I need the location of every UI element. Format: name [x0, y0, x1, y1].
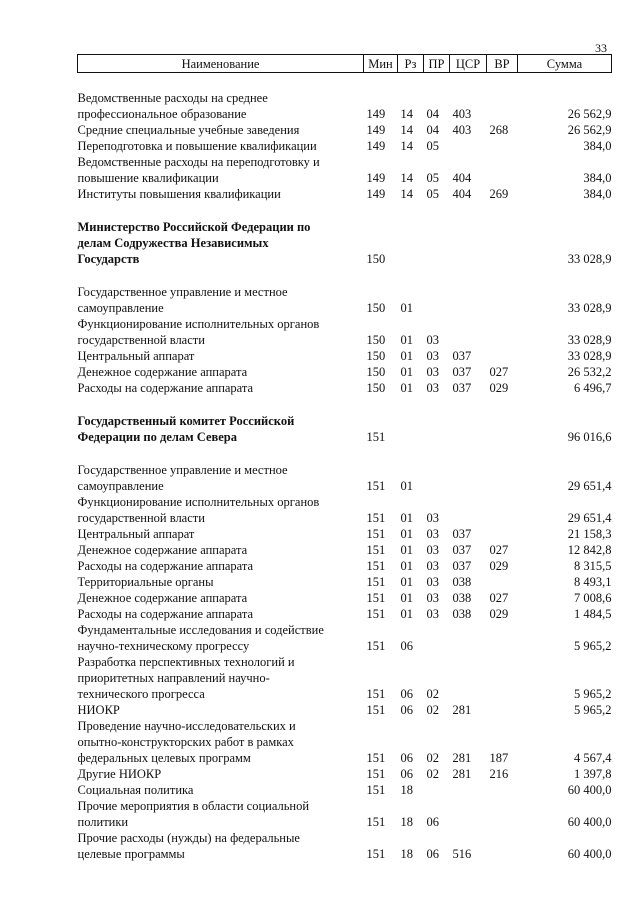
table-row — [78, 702, 612, 718]
row-pr: 02 — [426, 767, 439, 781]
row-vr: 269 — [489, 187, 509, 201]
row-sum: 29 651,4 — [567, 479, 612, 493]
row-rz: 14 — [400, 123, 413, 137]
row-sum: 384,0 — [583, 139, 612, 153]
spacer-cell — [78, 202, 612, 219]
row-name: Ведомственные расходы на среднее профессиональное образование — [77, 91, 268, 121]
row-sum: 12 842,8 — [567, 543, 612, 557]
row-rz: 01 — [400, 301, 413, 315]
table-row — [78, 364, 612, 380]
header-rz: Рз — [398, 55, 424, 73]
budget-table-container — [77, 54, 611, 862]
row-name: Территориальные органы — [77, 575, 214, 589]
row-vr: 187 — [489, 751, 509, 765]
table-row — [78, 622, 612, 654]
header-vr: ВР — [487, 55, 518, 73]
row-sum: 26 562,9 — [567, 123, 612, 137]
row-rz: 06 — [400, 687, 413, 701]
row-min: 149 — [366, 171, 386, 185]
row-vr — [487, 830, 518, 862]
row-min: 149 — [366, 139, 386, 153]
row-csr — [450, 494, 487, 526]
row-min: 149 — [366, 123, 386, 137]
row-name: Министерство Российской Федерации по делам Содружества Независимых Государств — [77, 220, 311, 266]
row-name: Социальная политика — [77, 783, 194, 797]
row-vr: 029 — [489, 381, 509, 395]
row-name: Прочие мероприятия в области социальной политики — [77, 799, 310, 829]
row-csr: 403 — [452, 123, 472, 137]
table-row — [78, 413, 612, 445]
row-csr — [450, 413, 487, 445]
row-csr — [450, 284, 487, 316]
row-min: 149 — [366, 187, 386, 201]
row-pr: 03 — [426, 349, 439, 363]
row-name: Институты повышения квалификации — [77, 187, 281, 201]
row-csr: 404 — [452, 171, 472, 185]
row-min: 151 — [366, 543, 386, 557]
row-vr: 027 — [489, 543, 509, 557]
table-row — [78, 138, 612, 154]
table-row — [78, 494, 612, 526]
row-sum: 5 965,2 — [574, 639, 612, 653]
row-csr — [450, 138, 487, 154]
row-rz: 01 — [400, 349, 413, 363]
row-csr: 037 — [452, 349, 472, 363]
spacer-row — [78, 202, 612, 219]
row-csr: 038 — [452, 607, 472, 621]
row-name: Денежное содержание аппарата — [77, 543, 248, 557]
row-min: 150 — [366, 252, 386, 266]
row-min: 151 — [366, 703, 386, 717]
row-vr: 029 — [489, 607, 509, 621]
row-vr — [487, 90, 518, 122]
row-pr: 06 — [426, 847, 439, 861]
row-pr: 05 — [426, 171, 439, 185]
spacer-row — [78, 73, 612, 91]
row-rz: 01 — [400, 381, 413, 395]
row-pr — [424, 782, 450, 798]
row-min: 151 — [366, 783, 386, 797]
row-name: Государственное управление и местное самоуправление — [77, 463, 288, 493]
row-pr: 03 — [426, 543, 439, 557]
table-row — [78, 654, 612, 702]
spacer-cell — [78, 445, 612, 462]
row-name: Государственный комитет Российской Федерации по делам Севера — [77, 414, 295, 444]
row-min: 151 — [366, 559, 386, 573]
row-csr: 038 — [452, 575, 472, 589]
row-vr — [487, 494, 518, 526]
row-min: 151 — [366, 607, 386, 621]
row-sum: 33 028,9 — [567, 333, 612, 347]
row-vr — [487, 622, 518, 654]
row-vr — [487, 462, 518, 494]
row-name: Ведомственные расходы на переподготовку и повышение квалификации — [77, 155, 320, 185]
row-csr: 037 — [452, 543, 472, 557]
row-rz: 01 — [400, 511, 413, 525]
row-sum: 60 400,0 — [567, 783, 612, 797]
table-row — [78, 316, 612, 348]
row-rz: 01 — [400, 543, 413, 557]
row-name: Денежное содержание аппарата — [77, 591, 248, 605]
row-name: Средние специальные учебные заведения — [77, 123, 300, 137]
row-rz: 01 — [400, 591, 413, 605]
row-sum: 6 496,7 — [574, 381, 612, 395]
row-rz: 01 — [400, 559, 413, 573]
table-body — [78, 73, 612, 863]
row-csr: 516 — [452, 847, 472, 861]
row-csr — [450, 622, 487, 654]
row-vr — [487, 138, 518, 154]
header-min: Мин — [364, 55, 398, 73]
row-vr — [487, 316, 518, 348]
row-vr — [487, 654, 518, 702]
row-pr — [424, 413, 450, 445]
row-name: Центральный аппарат — [77, 527, 195, 541]
row-min: 151 — [366, 430, 386, 444]
row-min: 151 — [366, 639, 386, 653]
table-row — [78, 462, 612, 494]
row-vr — [487, 574, 518, 590]
row-name: Проведение научно-исследовательских и опытно-конструкторских работ в рамках федеральных целевых программ — [77, 719, 296, 765]
row-rz: 01 — [400, 333, 413, 347]
table-row — [78, 766, 612, 782]
table-row — [78, 186, 612, 202]
spacer-row — [78, 445, 612, 462]
row-min: 151 — [366, 527, 386, 541]
table-row — [78, 830, 612, 862]
table-row — [78, 558, 612, 574]
row-sum: 26 532,2 — [567, 365, 612, 379]
row-min: 151 — [366, 687, 386, 701]
row-rz: 06 — [400, 639, 413, 653]
row-rz: 18 — [400, 783, 413, 797]
table-row — [78, 90, 612, 122]
row-vr — [487, 798, 518, 830]
row-csr — [450, 782, 487, 798]
row-rz: 01 — [400, 479, 413, 493]
row-pr: 04 — [426, 123, 439, 137]
row-min: 151 — [366, 575, 386, 589]
row-min: 150 — [366, 349, 386, 363]
row-min: 150 — [366, 365, 386, 379]
row-vr: 268 — [489, 123, 509, 137]
table-row — [78, 718, 612, 766]
row-sum: 8 493,1 — [574, 575, 612, 589]
header-sum: Сумма — [518, 55, 612, 73]
row-pr — [424, 219, 450, 267]
row-rz: 06 — [400, 767, 413, 781]
row-rz: 06 — [400, 703, 413, 717]
row-pr: 03 — [426, 591, 439, 605]
row-rz: 18 — [400, 847, 413, 861]
spacer-row — [78, 396, 612, 413]
row-csr: 281 — [452, 751, 472, 765]
row-name: Расходы на содержание аппарата — [77, 381, 254, 395]
row-vr: 027 — [489, 365, 509, 379]
row-pr: 04 — [426, 107, 439, 121]
row-sum: 8 315,5 — [574, 559, 612, 573]
row-csr: 037 — [452, 381, 472, 395]
row-pr: 02 — [426, 703, 439, 717]
row-sum: 7 008,6 — [574, 591, 612, 605]
row-vr — [487, 413, 518, 445]
row-vr — [487, 154, 518, 186]
row-pr — [424, 622, 450, 654]
row-vr — [487, 782, 518, 798]
row-sum: 5 965,2 — [574, 687, 612, 701]
table-row — [78, 590, 612, 606]
row-pr: 03 — [426, 607, 439, 621]
row-vr — [487, 526, 518, 542]
row-min: 151 — [366, 591, 386, 605]
budget-table — [77, 54, 612, 862]
row-pr: 03 — [426, 511, 439, 525]
table-row — [78, 219, 612, 267]
row-sum: 33 028,9 — [567, 252, 612, 266]
row-vr: 216 — [489, 767, 509, 781]
row-sum: 60 400,0 — [567, 847, 612, 861]
row-min: 151 — [366, 511, 386, 525]
table-row — [78, 542, 612, 558]
row-sum: 1 397,8 — [574, 767, 612, 781]
row-min: 151 — [366, 751, 386, 765]
row-csr: 038 — [452, 591, 472, 605]
row-sum: 33 028,9 — [567, 301, 612, 315]
row-min: 150 — [366, 381, 386, 395]
page-number: 33 — [595, 41, 607, 55]
row-csr: 281 — [452, 703, 472, 717]
row-name: Прочие расходы (нужды) на федеральные целевые программы — [77, 831, 300, 861]
spacer-cell — [78, 396, 612, 413]
row-rz: 14 — [400, 171, 413, 185]
row-vr: 029 — [489, 559, 509, 573]
row-pr: 05 — [426, 139, 439, 153]
row-sum: 384,0 — [583, 171, 612, 185]
row-sum: 384,0 — [583, 187, 612, 201]
row-sum: 33 028,9 — [567, 349, 612, 363]
row-csr — [450, 219, 487, 267]
row-vr: 027 — [489, 591, 509, 605]
row-vr — [487, 219, 518, 267]
row-sum: 96 016,6 — [567, 430, 612, 444]
row-name: Разработка перспективных технологий и приоритетных направлений научно- технического прогресса — [77, 655, 295, 701]
row-pr: 02 — [426, 687, 439, 701]
header-name: Наименование — [78, 55, 364, 73]
row-min: 150 — [366, 333, 386, 347]
table-row — [78, 154, 612, 186]
row-pr — [424, 462, 450, 494]
row-name: Расходы на содержание аппарата — [77, 607, 254, 621]
row-name: Расходы на содержание аппарата — [77, 559, 254, 573]
row-rz: 06 — [400, 751, 413, 765]
row-rz: 01 — [400, 365, 413, 379]
row-name: Государственное управление и местное самоуправление — [77, 285, 288, 315]
row-csr — [450, 462, 487, 494]
header-csr: ЦСР — [450, 55, 487, 73]
table-row — [78, 284, 612, 316]
table-row — [78, 348, 612, 364]
row-pr: 02 — [426, 751, 439, 765]
table-row — [78, 380, 612, 396]
table-header — [78, 55, 612, 73]
row-vr — [487, 284, 518, 316]
row-pr: 03 — [426, 527, 439, 541]
row-csr: 037 — [452, 527, 472, 541]
row-name: Центральный аппарат — [77, 349, 195, 363]
row-name: НИОКР — [77, 703, 120, 717]
row-name: Фундаментальные исследования и содействие научно-техническому прогрессу — [77, 623, 324, 653]
row-rz: 01 — [400, 575, 413, 589]
row-pr: 03 — [426, 365, 439, 379]
table-row — [78, 798, 612, 830]
row-min: 150 — [366, 301, 386, 315]
table-row — [78, 574, 612, 590]
table-row — [78, 782, 612, 798]
row-name: Переподготовка и повышение квалификации — [77, 139, 317, 153]
row-sum: 26 562,9 — [567, 107, 612, 121]
row-min: 151 — [366, 815, 386, 829]
row-sum: 21 158,3 — [567, 527, 612, 541]
row-vr — [487, 702, 518, 718]
row-rz: 18 — [400, 815, 413, 829]
row-csr — [450, 316, 487, 348]
row-sum: 1 484,5 — [574, 607, 612, 621]
row-vr — [487, 348, 518, 364]
row-pr: 03 — [426, 575, 439, 589]
spacer-cell — [78, 73, 612, 91]
row-name: Функционирование исполнительных органов государственной власти — [77, 317, 320, 347]
row-name: Денежное содержание аппарата — [77, 365, 248, 379]
table-row — [78, 122, 612, 138]
header-pr: ПР — [424, 55, 450, 73]
row-csr: 404 — [452, 187, 472, 201]
row-rz — [398, 413, 424, 445]
row-rz: 14 — [400, 139, 413, 153]
row-csr: 281 — [452, 767, 472, 781]
row-pr: 06 — [426, 815, 439, 829]
row-pr: 03 — [426, 381, 439, 395]
row-csr: 037 — [452, 559, 472, 573]
row-pr — [424, 284, 450, 316]
header-row — [78, 55, 612, 73]
row-pr: 03 — [426, 559, 439, 573]
row-csr: 037 — [452, 365, 472, 379]
row-min: 151 — [366, 847, 386, 861]
spacer-cell — [78, 267, 612, 284]
row-pr: 05 — [426, 187, 439, 201]
row-rz: 14 — [400, 107, 413, 121]
row-rz — [398, 219, 424, 267]
row-sum: 4 567,4 — [574, 751, 612, 765]
row-name: Другие НИОКР — [77, 767, 162, 781]
row-min: 151 — [366, 479, 386, 493]
row-rz: 14 — [400, 187, 413, 201]
row-sum: 60 400,0 — [567, 815, 612, 829]
row-min: 149 — [366, 107, 386, 121]
row-csr: 403 — [452, 107, 472, 121]
row-rz: 01 — [400, 607, 413, 621]
row-pr: 03 — [426, 333, 439, 347]
row-rz: 01 — [400, 527, 413, 541]
spacer-row — [78, 267, 612, 284]
table-row — [78, 606, 612, 622]
row-csr — [450, 798, 487, 830]
table-row — [78, 526, 612, 542]
row-name: Функционирование исполнительных органов государственной власти — [77, 495, 320, 525]
row-sum: 29 651,4 — [567, 511, 612, 525]
row-csr — [450, 654, 487, 702]
row-min: 151 — [366, 767, 386, 781]
row-sum: 5 965,2 — [574, 703, 612, 717]
